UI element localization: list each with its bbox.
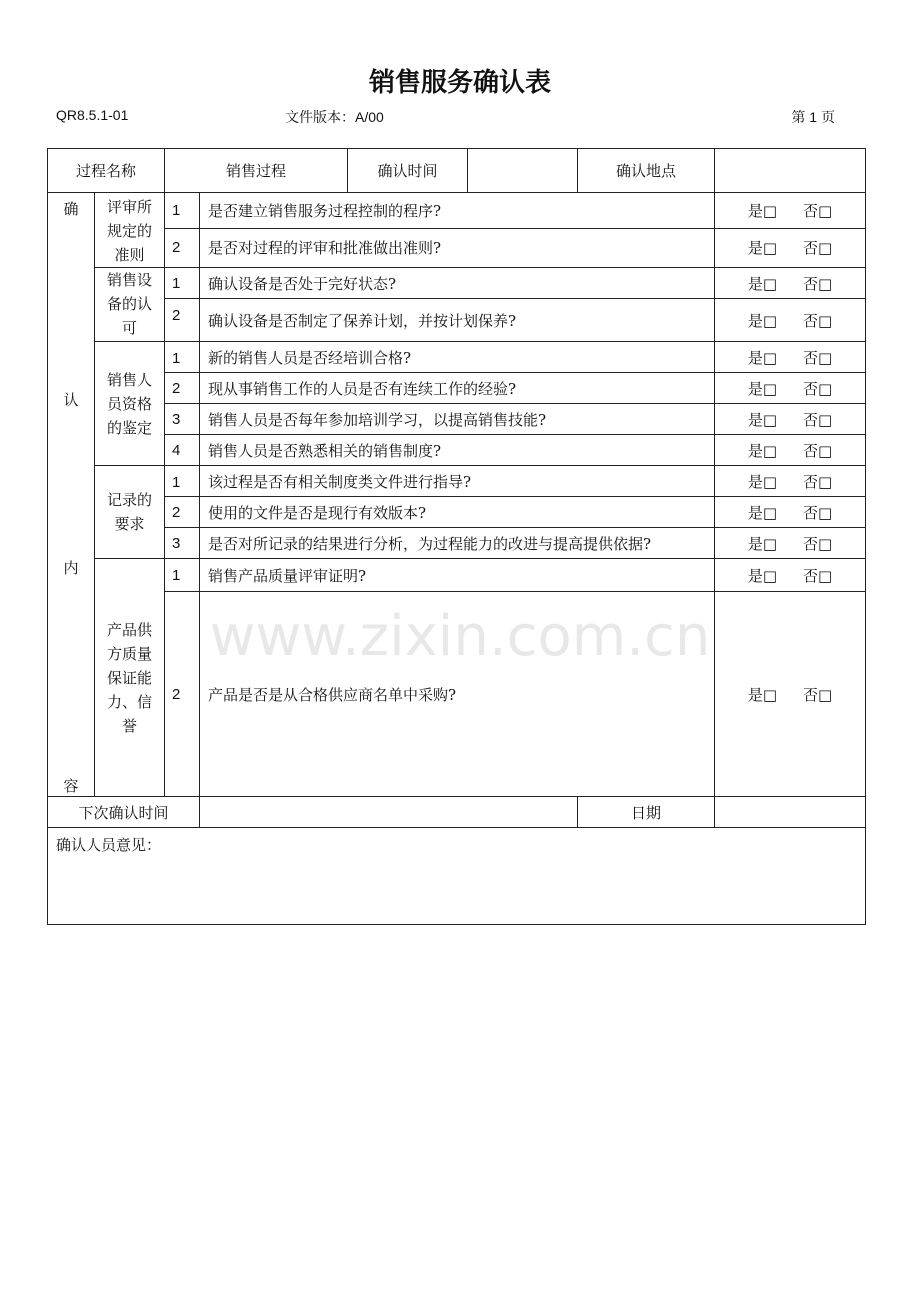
opinion-label: 确认人员意见： <box>56 836 162 854</box>
next-confirm-label: 下次确认时间 <box>48 797 200 828</box>
item-number: 2 <box>165 299 200 342</box>
no-checkbox[interactable]: 否□ <box>803 472 833 491</box>
opinion-row <box>48 828 866 925</box>
answer-cell <box>715 559 866 592</box>
content-label-char: 认 <box>63 391 79 409</box>
no-checkbox[interactable]: 否□ <box>803 441 833 460</box>
question-row <box>48 528 866 559</box>
form-title: 销售服务确认表 <box>368 68 551 98</box>
yes-checkbox[interactable]: 是□ <box>747 503 778 522</box>
question-text: 销售产品质量评审证明? <box>200 559 715 592</box>
question-text: 是否建立销售服务过程控制的程序? <box>200 193 715 229</box>
question-text: 新的销售人员是否经培训合格? <box>200 342 715 373</box>
question-row <box>48 299 866 342</box>
question-row <box>48 559 866 592</box>
header-row <box>48 149 866 193</box>
question-text: 该过程是否有相关制度类文件进行指导? <box>200 466 715 497</box>
question-text: 销售人员是否熟悉相关的销售制度? <box>200 435 715 466</box>
question-text: 产品是否是从合格供应商名单中采购? <box>200 592 715 797</box>
confirm-time-value[interactable] <box>468 149 578 193</box>
confirm-time-label: 确认时间 <box>348 149 468 193</box>
no-checkbox[interactable]: 否□ <box>803 348 833 367</box>
no-checkbox[interactable]: 否□ <box>803 685 833 704</box>
category-label: 销售设备的认可 <box>95 268 165 342</box>
next-confirm-row <box>48 797 866 828</box>
process-name-label: 过程名称 <box>48 149 165 193</box>
date-value[interactable] <box>715 797 866 828</box>
next-confirm-value[interactable] <box>200 797 578 828</box>
question-text: 是否对所记录的结果进行分析，为过程能力的改进与提高提供依据? <box>200 528 715 559</box>
answer-cell <box>715 592 866 797</box>
yes-checkbox[interactable]: 是□ <box>747 685 778 704</box>
content-label-char: 确 <box>63 200 79 218</box>
item-number: 1 <box>165 268 200 299</box>
content-label-char: 容 <box>63 777 79 795</box>
yes-checkbox[interactable]: 是□ <box>747 201 778 220</box>
question-row <box>48 193 866 229</box>
answer-cell <box>715 404 866 435</box>
question-text: 销售人员是否每年参加培训学习，以提高销售技能? <box>200 404 715 435</box>
item-number: 1 <box>165 559 200 592</box>
doc-code: QR8.5.1-01 <box>56 107 129 123</box>
page-number: 第 1 页 <box>791 109 835 125</box>
confirm-place-value[interactable] <box>715 149 866 193</box>
item-number: 2 <box>165 228 200 267</box>
item-number: 1 <box>165 342 200 373</box>
item-number: 4 <box>165 435 200 466</box>
no-checkbox[interactable]: 否□ <box>803 274 833 293</box>
no-checkbox[interactable]: 否□ <box>803 534 833 553</box>
yes-checkbox[interactable]: 是□ <box>747 379 778 398</box>
item-number: 2 <box>165 373 200 404</box>
category-label: 产品供方质量保证能力、信誉 <box>95 559 165 797</box>
question-text: 使用的文件是否是现行有效版本? <box>200 497 715 528</box>
yes-checkbox[interactable]: 是□ <box>747 472 778 491</box>
confirmation-table <box>47 148 866 925</box>
yes-checkbox[interactable]: 是□ <box>747 239 778 258</box>
yes-checkbox[interactable]: 是□ <box>747 311 778 330</box>
opinion-field[interactable] <box>48 828 866 925</box>
answer-cell <box>715 435 866 466</box>
no-checkbox[interactable]: 否□ <box>803 503 833 522</box>
item-number: 3 <box>165 528 200 559</box>
date-label: 日期 <box>578 797 715 828</box>
item-number: 2 <box>165 592 200 797</box>
no-checkbox[interactable]: 否□ <box>803 379 833 398</box>
content-section-label <box>48 193 95 797</box>
category-label: 销售人员资格的鉴定 <box>95 342 165 466</box>
answer-cell <box>715 193 866 229</box>
yes-checkbox[interactable]: 是□ <box>747 410 778 429</box>
doc-version: 文件版本：A/00 <box>285 109 384 125</box>
question-row <box>48 228 866 267</box>
question-row <box>48 373 866 404</box>
no-checkbox[interactable]: 否□ <box>803 566 833 585</box>
question-row <box>48 435 866 466</box>
watermark: www.zixin.com.cn <box>209 604 711 669</box>
yes-checkbox[interactable]: 是□ <box>747 534 778 553</box>
question-text: 确认设备是否处于完好状态? <box>200 268 715 299</box>
answer-cell <box>715 299 866 342</box>
answer-cell <box>715 466 866 497</box>
category-label: 评审所规定的准则 <box>95 193 165 268</box>
item-number: 3 <box>165 404 200 435</box>
answer-cell <box>715 228 866 267</box>
yes-checkbox[interactable]: 是□ <box>747 274 778 293</box>
content-label-char: 内 <box>63 559 79 577</box>
no-checkbox[interactable]: 否□ <box>803 311 833 330</box>
question-row <box>48 497 866 528</box>
question-text: 确认设备是否制定了保养计划，并按计划保养? <box>200 299 715 342</box>
process-name-value: 销售过程 <box>165 149 348 193</box>
question-row <box>48 268 866 299</box>
question-text: 是否对过程的评审和批准做出准则? <box>200 228 715 267</box>
item-number: 1 <box>165 193 200 229</box>
category-label: 记录的要求 <box>95 466 165 559</box>
answer-cell <box>715 342 866 373</box>
no-checkbox[interactable]: 否□ <box>803 410 833 429</box>
yes-checkbox[interactable]: 是□ <box>747 441 778 460</box>
answer-cell <box>715 497 866 528</box>
question-row <box>48 466 866 497</box>
confirm-place-label: 确认地点 <box>578 149 715 193</box>
answer-cell <box>715 268 866 299</box>
question-row <box>48 342 866 373</box>
answer-cell <box>715 373 866 404</box>
item-number: 1 <box>165 466 200 497</box>
item-number: 2 <box>165 497 200 528</box>
yes-checkbox[interactable]: 是□ <box>747 348 778 367</box>
answer-cell <box>715 528 866 559</box>
question-text: 现从事销售工作的人员是否有连续工作的经验? <box>200 373 715 404</box>
no-checkbox[interactable]: 否□ <box>803 239 833 258</box>
question-row <box>48 592 866 797</box>
yes-checkbox[interactable]: 是□ <box>747 566 778 585</box>
question-row <box>48 404 866 435</box>
no-checkbox[interactable]: 否□ <box>803 201 833 220</box>
